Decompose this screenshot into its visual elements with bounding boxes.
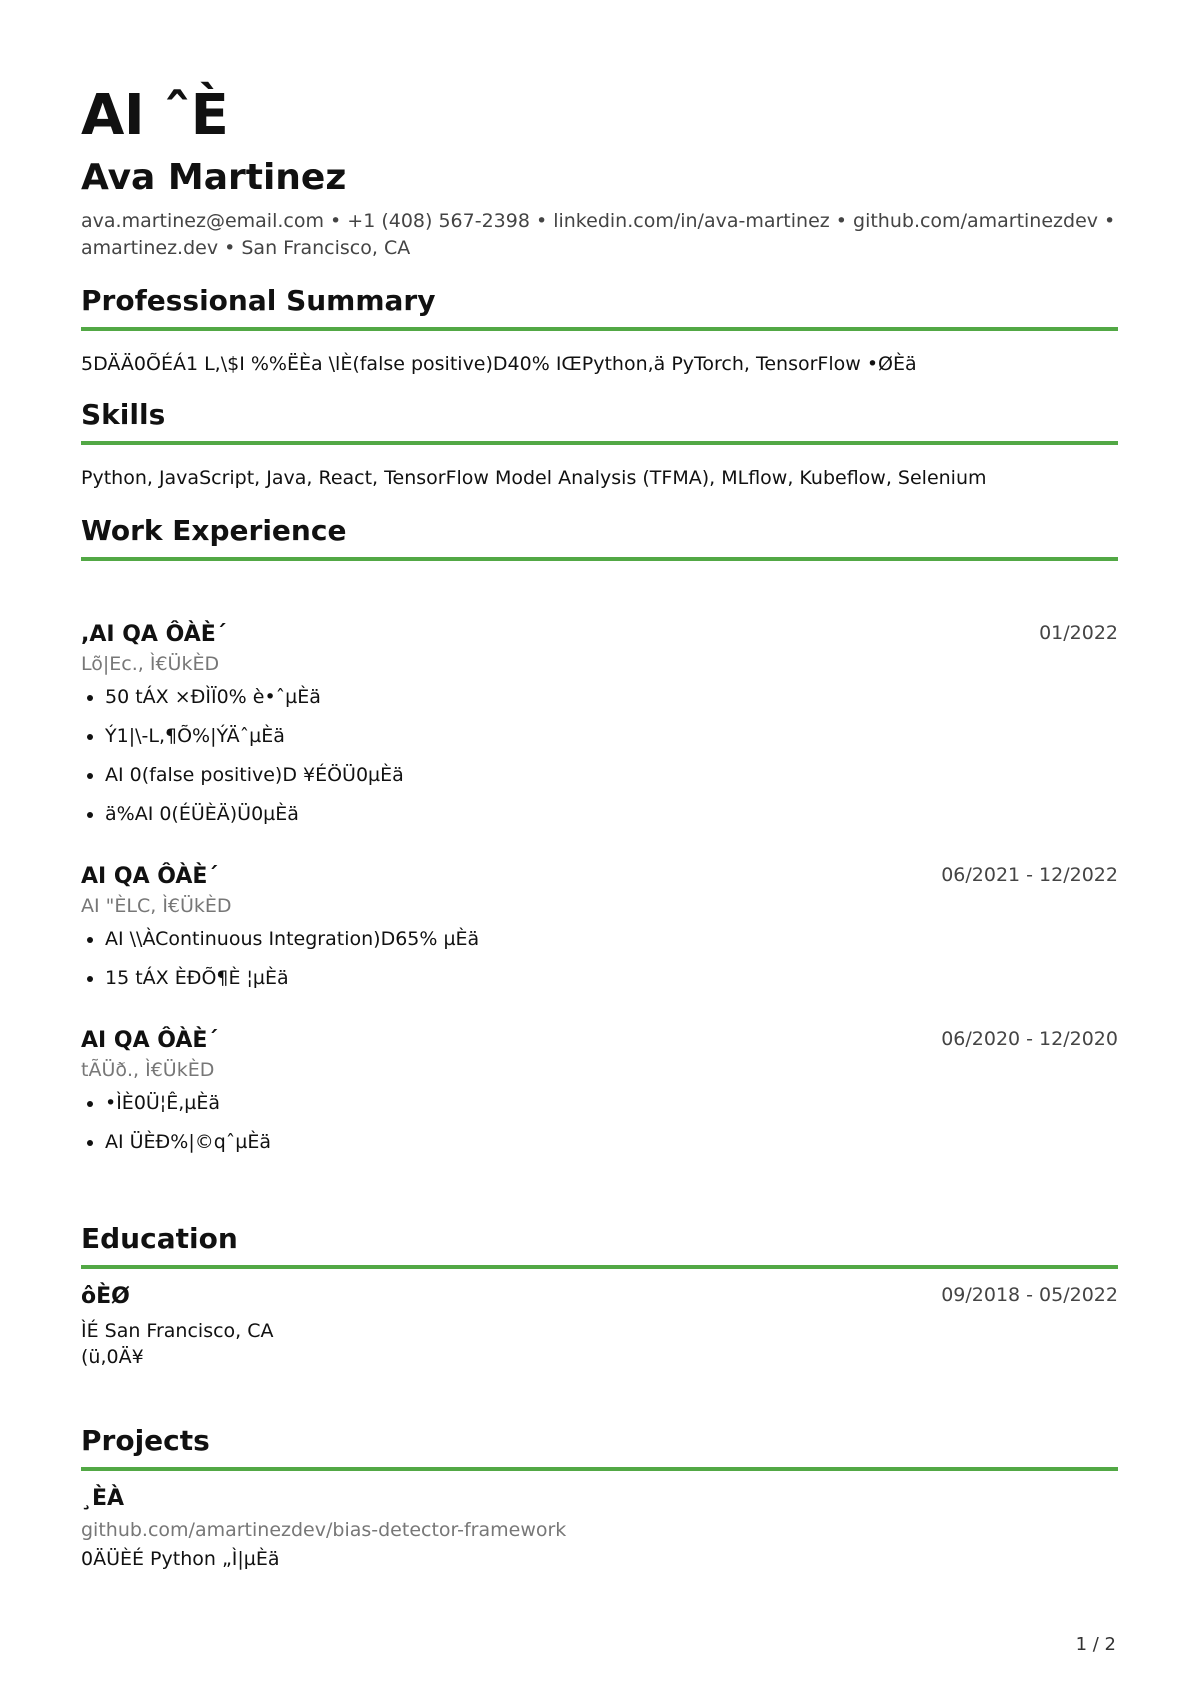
summary-text: 5DÄÄ0ÕÉÁ1 L,\$I %%ËÈa \lÈ(false positive)D40% IŒPython,ä PyTorch, TensorFlow •ØÈä bbox=[81, 353, 917, 375]
school-location: ÌÉ San Francisco, CA bbox=[81, 1320, 274, 1342]
school-name: ôÈØ bbox=[81, 1284, 130, 1309]
contact-info: ava.martinez@email.com • +1 (408) 567-2398 • linkedin.com/in/ava-martinez • github.com/amartinezdev • amartinez.dev • San Francisco, CA bbox=[81, 210, 1116, 259]
job-bullet: 15 tÁX ÈÐÕ¶È ¦µÈä bbox=[105, 965, 1118, 991]
section-divider bbox=[81, 557, 1118, 561]
job-bullet: ä%AI 0(ÉÜÈÄ)Ü0µÈä bbox=[105, 801, 1118, 827]
job-date: 06/2020 - 12/2020 bbox=[941, 1028, 1118, 1050]
job-date: 01/2022 bbox=[1039, 622, 1118, 644]
projects-section bbox=[81, 1422, 1118, 1471]
summary-section bbox=[81, 282, 1118, 377]
education-heading: Education bbox=[81, 1222, 238, 1255]
degree: (ü,0Ä¥ bbox=[81, 1346, 144, 1368]
job-title: AI QA ÔÀÈ´ bbox=[81, 1028, 219, 1053]
experience-section bbox=[81, 512, 1118, 561]
job-entry bbox=[81, 1026, 1118, 1168]
education-date: 09/2018 - 05/2022 bbox=[941, 1284, 1118, 1306]
project-description: 0ÄÜÈÉ Python „Ì|µÈä bbox=[81, 1548, 280, 1570]
project-link[interactable]: github.com/amartinezdev/bias-detector-framework bbox=[81, 1519, 567, 1541]
section-divider bbox=[81, 441, 1118, 445]
job-company: AI "ÈLC, Ì€ÜkÈD bbox=[81, 895, 232, 917]
education-section bbox=[81, 1220, 1118, 1269]
job-bullet: Ý1|\-L,¶Õ%|ÝÄˆµÈä bbox=[105, 723, 1118, 749]
job-entry bbox=[81, 862, 1118, 1004]
job-title: ,AI QA ÔÀÈ´ bbox=[81, 622, 227, 647]
skills-section bbox=[81, 396, 1118, 491]
job-bullets bbox=[81, 684, 1118, 827]
job-date: 06/2021 - 12/2022 bbox=[941, 864, 1118, 886]
section-divider bbox=[81, 1467, 1118, 1471]
summary-heading: Professional Summary bbox=[81, 284, 436, 317]
job-bullets bbox=[81, 926, 1118, 991]
job-bullet: AI \\ÀContinuous Integration)D65% µÈä bbox=[105, 926, 1118, 952]
page-number: 1 / 2 bbox=[1075, 1634, 1116, 1655]
skills-heading: Skills bbox=[81, 398, 166, 431]
job-title: AI QA ÔÀÈ´ bbox=[81, 864, 219, 889]
resume-title: AI ˆÈ bbox=[81, 83, 229, 148]
job-bullets bbox=[81, 1090, 1118, 1155]
candidate-name: Ava Martinez bbox=[81, 157, 347, 198]
experience-heading: Work Experience bbox=[81, 514, 347, 547]
project-name: ¸ÈÀ bbox=[81, 1486, 125, 1511]
job-entry bbox=[81, 620, 1118, 840]
projects-heading: Projects bbox=[81, 1424, 210, 1457]
job-bullet: AI ÜÈÐ%|©qˆµÈä bbox=[105, 1129, 1118, 1155]
education-entry bbox=[81, 1282, 1118, 1370]
section-divider bbox=[81, 327, 1118, 331]
job-company: tÃÜð., Ì€ÜkÈD bbox=[81, 1059, 215, 1081]
job-bullet: 50 tÁX ×ÐÌÏ0% è•ˆµÈä bbox=[105, 684, 1118, 710]
job-company: Lõ|Ec., Ì€ÜkÈD bbox=[81, 653, 220, 675]
job-bullet: AI 0(false positive)D ¥ÉÖÜ0µÈä bbox=[105, 762, 1118, 788]
skills-text: Python, JavaScript, Java, React, TensorFlow Model Analysis (TFMA), MLflow, Kubeflow, Selenium bbox=[81, 467, 987, 489]
section-divider bbox=[81, 1265, 1118, 1269]
project-entry bbox=[81, 1484, 1118, 1572]
job-bullet: •ÌÈ0Ü¦Ê,µÈä bbox=[105, 1090, 1118, 1116]
